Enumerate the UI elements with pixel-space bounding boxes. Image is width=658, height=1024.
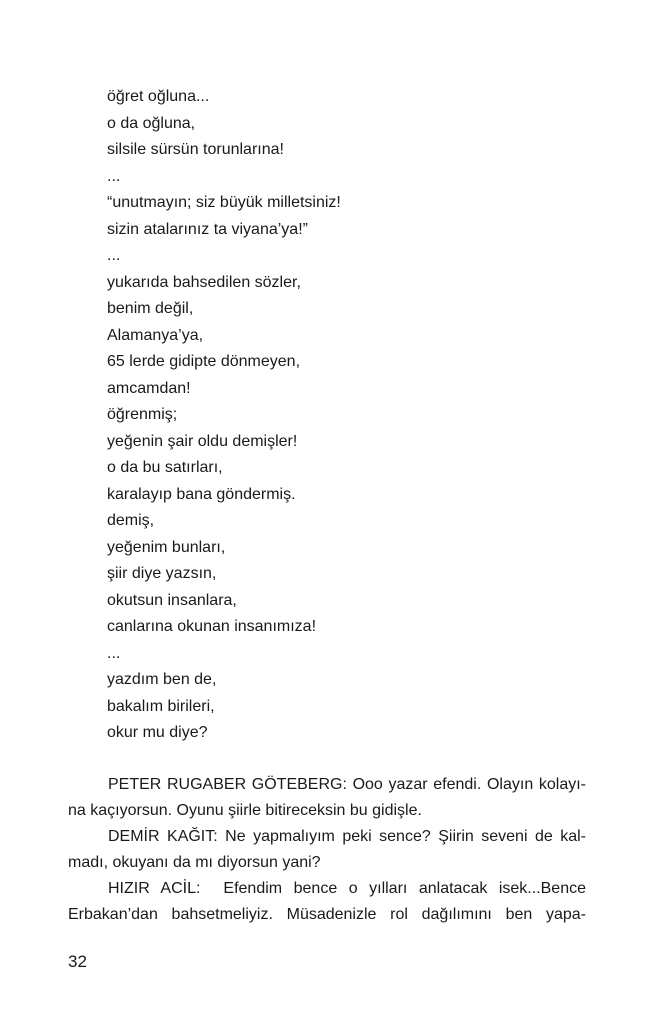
poem-line: “unutmayın; siz büyük milletsiniz! bbox=[107, 194, 341, 211]
poem-line: öğrenmiş; bbox=[107, 406, 178, 423]
poem-line: yeğenin şair oldu demişler! bbox=[107, 432, 298, 450]
poem-line: silsile sürsün torunlarına! bbox=[107, 141, 284, 158]
poem-line: ... bbox=[107, 247, 121, 264]
page-number: 32 bbox=[68, 952, 87, 971]
poem-line: yukarıda bahsedilen sözler, bbox=[107, 273, 301, 291]
poem-line: ... bbox=[107, 167, 121, 185]
poem-line: öğret oğluna... bbox=[107, 88, 210, 105]
prose-line: Erbakan’dan bahsetmeliyiz. Müsadenizle rol dağılımını ben yapa- bbox=[68, 906, 586, 923]
poem-line: yeğenim bunları, bbox=[107, 538, 226, 556]
poem-line: bakalım birileri, bbox=[107, 697, 215, 715]
poem-line: o da bu satırları, bbox=[107, 459, 223, 476]
poem-line: şiir diye yazsın, bbox=[107, 565, 217, 582]
poem-line: Alamanya’ya, bbox=[107, 326, 204, 344]
prose-line: HIZIR ACİL: Efendim bence o yılları anlatacak isek...Bence bbox=[108, 880, 586, 897]
poem-line: o da oğluna, bbox=[107, 114, 196, 132]
prose-line: PETER RUGABER GÖTEBERG: Ooo yazar efendi. Olayın kolayı- bbox=[108, 776, 586, 793]
poem-line: okur mu diye? bbox=[107, 724, 208, 741]
prose-line: DEMİR KAĞIT: Ne yapmalıyım peki sence? Şiirin seveni de kal- bbox=[108, 828, 586, 845]
prose-line: madı, okuyanı da mı diyorsun yani? bbox=[68, 854, 321, 871]
dialogue-prose bbox=[68, 774, 586, 930]
poem-line: okutsun insanlara, bbox=[107, 591, 237, 609]
poem-line: demiş, bbox=[107, 512, 155, 529]
poem bbox=[107, 86, 341, 749]
poem-line: benim değil, bbox=[107, 300, 194, 317]
prose-line: na kaçıyorsun. Oyunu şiirle bitireceksin bu gidişle. bbox=[68, 802, 422, 819]
poem-line: amcamdan! bbox=[107, 379, 191, 397]
poem-line: sizin atalarınız ta viyana’ya!” bbox=[107, 220, 308, 238]
poem-line: ... bbox=[107, 644, 121, 662]
poem-line: 65 lerde gidipte dönmeyen, bbox=[107, 353, 301, 370]
poem-line: canlarına okunan insanımıza! bbox=[107, 618, 317, 635]
poem-line: karalayıp bana göndermiş. bbox=[107, 485, 296, 503]
poem-line: yazdım ben de, bbox=[107, 671, 217, 688]
